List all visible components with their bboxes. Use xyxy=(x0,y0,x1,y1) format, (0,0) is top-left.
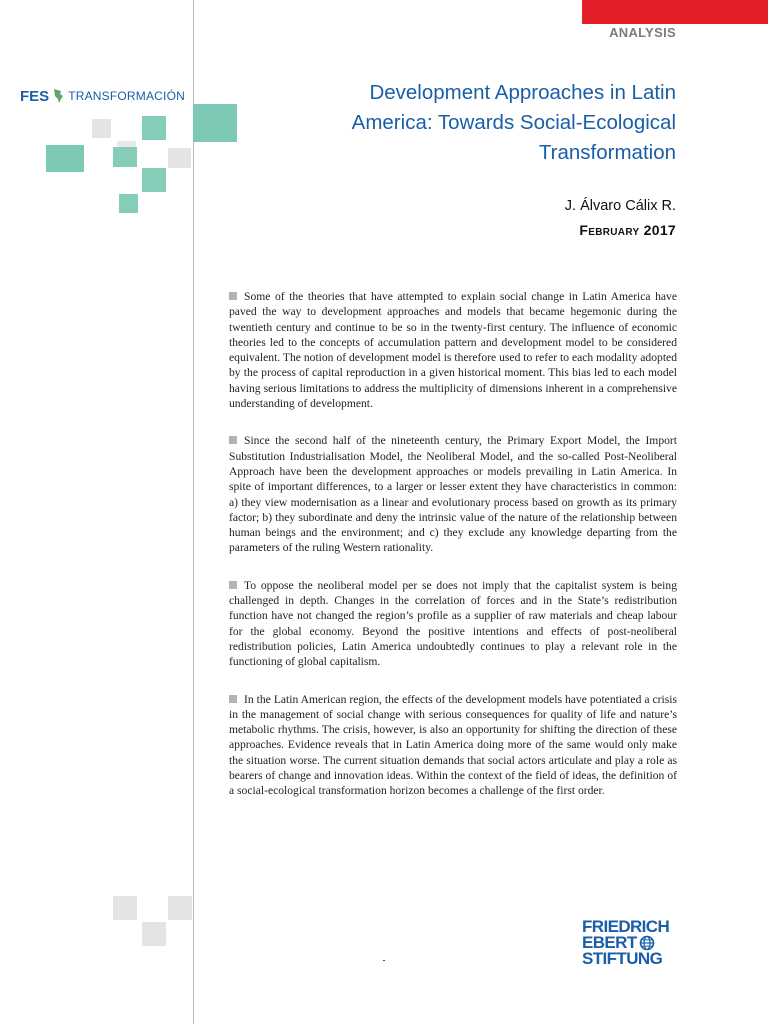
mosaic-square xyxy=(46,145,84,172)
mosaic-square xyxy=(193,104,237,142)
mosaic-square xyxy=(142,168,166,192)
section-label: ANALYSIS xyxy=(609,25,676,40)
mosaic-square xyxy=(113,147,137,167)
mosaic-square xyxy=(113,896,137,920)
square-bullet-icon xyxy=(229,695,237,703)
document-title xyxy=(256,78,676,168)
mosaic-square xyxy=(119,194,138,213)
summary-paragraph xyxy=(229,289,677,411)
logo-americas-icon xyxy=(52,88,66,104)
mosaic-square xyxy=(142,116,166,140)
author-name: J. Álvaro Cálix R. xyxy=(564,198,676,214)
summary-body xyxy=(229,289,677,821)
summary-paragraph xyxy=(229,433,677,555)
mosaic-square xyxy=(168,148,191,168)
summary-paragraph xyxy=(229,692,677,799)
logo-line-ebert: EBERT xyxy=(582,933,637,952)
mosaic-square xyxy=(168,896,192,920)
logo-line-stiftung: STIFTUNG xyxy=(582,949,663,968)
friedrich-ebert-stiftung-logo xyxy=(582,919,678,967)
square-bullet-icon xyxy=(229,436,237,444)
header-red-bar xyxy=(582,0,768,24)
logo-line-friedrich: FRIEDRICH xyxy=(582,917,670,936)
paragraph-text: Some of the theories that have attempted to explain social change in Latin America have paved the way to development approaches and models that became hegemonic during the twentieth century and continue to be so in the twenty-first century. The influence of economic theories led to the concepts of accumulation pattern and development model to be considered equivalent. The notion of development model is therefore used to refer to each modality adopted by the process of capital reproduction in a given historical moment. This bias led to each model having serious limitations to address the multiplicity of dimensions inherent in a comprehensive understanding of development. xyxy=(229,290,677,411)
paragraph-text: To oppose the neoliberal model per se does not imply that the capitalist system is being challenged in depth. Changes in the correlation of forces and in the State’s redistribution function have not changed the region’s profile as a supplier of raw materials and cheap labour for the global economy. Beyond the positive intentions and effects of post-neoliberal redistribution policies, Latin America undoubtedly continues to play a relevant role in the functioning of global capitalism. xyxy=(229,578,677,669)
paragraph-text: In the Latin American region, the effects of the development models have potentiated a crisis in the management of social change with serious consequences for quality of life and nature’s metabolic rhythms. The crisis, however, is also an opportunity for shifting the direction of these approaches. Evidence reveals that in Latin America doing more of the same would only make the situation worse. The current situation demands that social actors articulate and play a role as bearers of change and innovation ideas. Within the context of the field of ideas, the definition of a social-ecological transformation horizon becomes a challenge of the first order. xyxy=(229,692,677,798)
logo-transformacion-text: TRANSFORMACIÓN xyxy=(68,89,185,103)
page-divider-line xyxy=(193,0,194,1024)
title-line-2: America: Towards Social-Ecological xyxy=(351,111,676,134)
summary-paragraph xyxy=(229,578,677,670)
paragraph-text: Since the second half of the nineteenth century, the Primary Export Model, the Import Substitution Industrialisation Model, the Neoliberal Model, and the so-called Post-Neoliberal Approach have been the development approaches or models prevailing in Latin America. In spite of important differences, to a larger or lesser extent they have characteristics in common: a) they view modernisation as a linear and evolutionary process based on growth as its primary factor; b) they subordinate and deny the intrinsic value of the nature of the relationship between human beings and the environment; and c) they exclude any knowledge departing from the parameters of the ruling Western rationality. xyxy=(229,434,677,555)
square-bullet-icon xyxy=(229,581,237,589)
publication-date: February 2017 xyxy=(579,222,676,238)
mosaic-square xyxy=(142,922,166,946)
title-line-1: Development Approaches in Latin xyxy=(369,81,676,104)
fes-transformacion-logo xyxy=(20,86,185,106)
page-mark xyxy=(383,960,385,961)
square-bullet-icon xyxy=(229,292,237,300)
logo-fes-text: FES xyxy=(20,87,50,105)
title-line-3: Transformation xyxy=(538,141,676,164)
mosaic-square xyxy=(92,119,111,138)
